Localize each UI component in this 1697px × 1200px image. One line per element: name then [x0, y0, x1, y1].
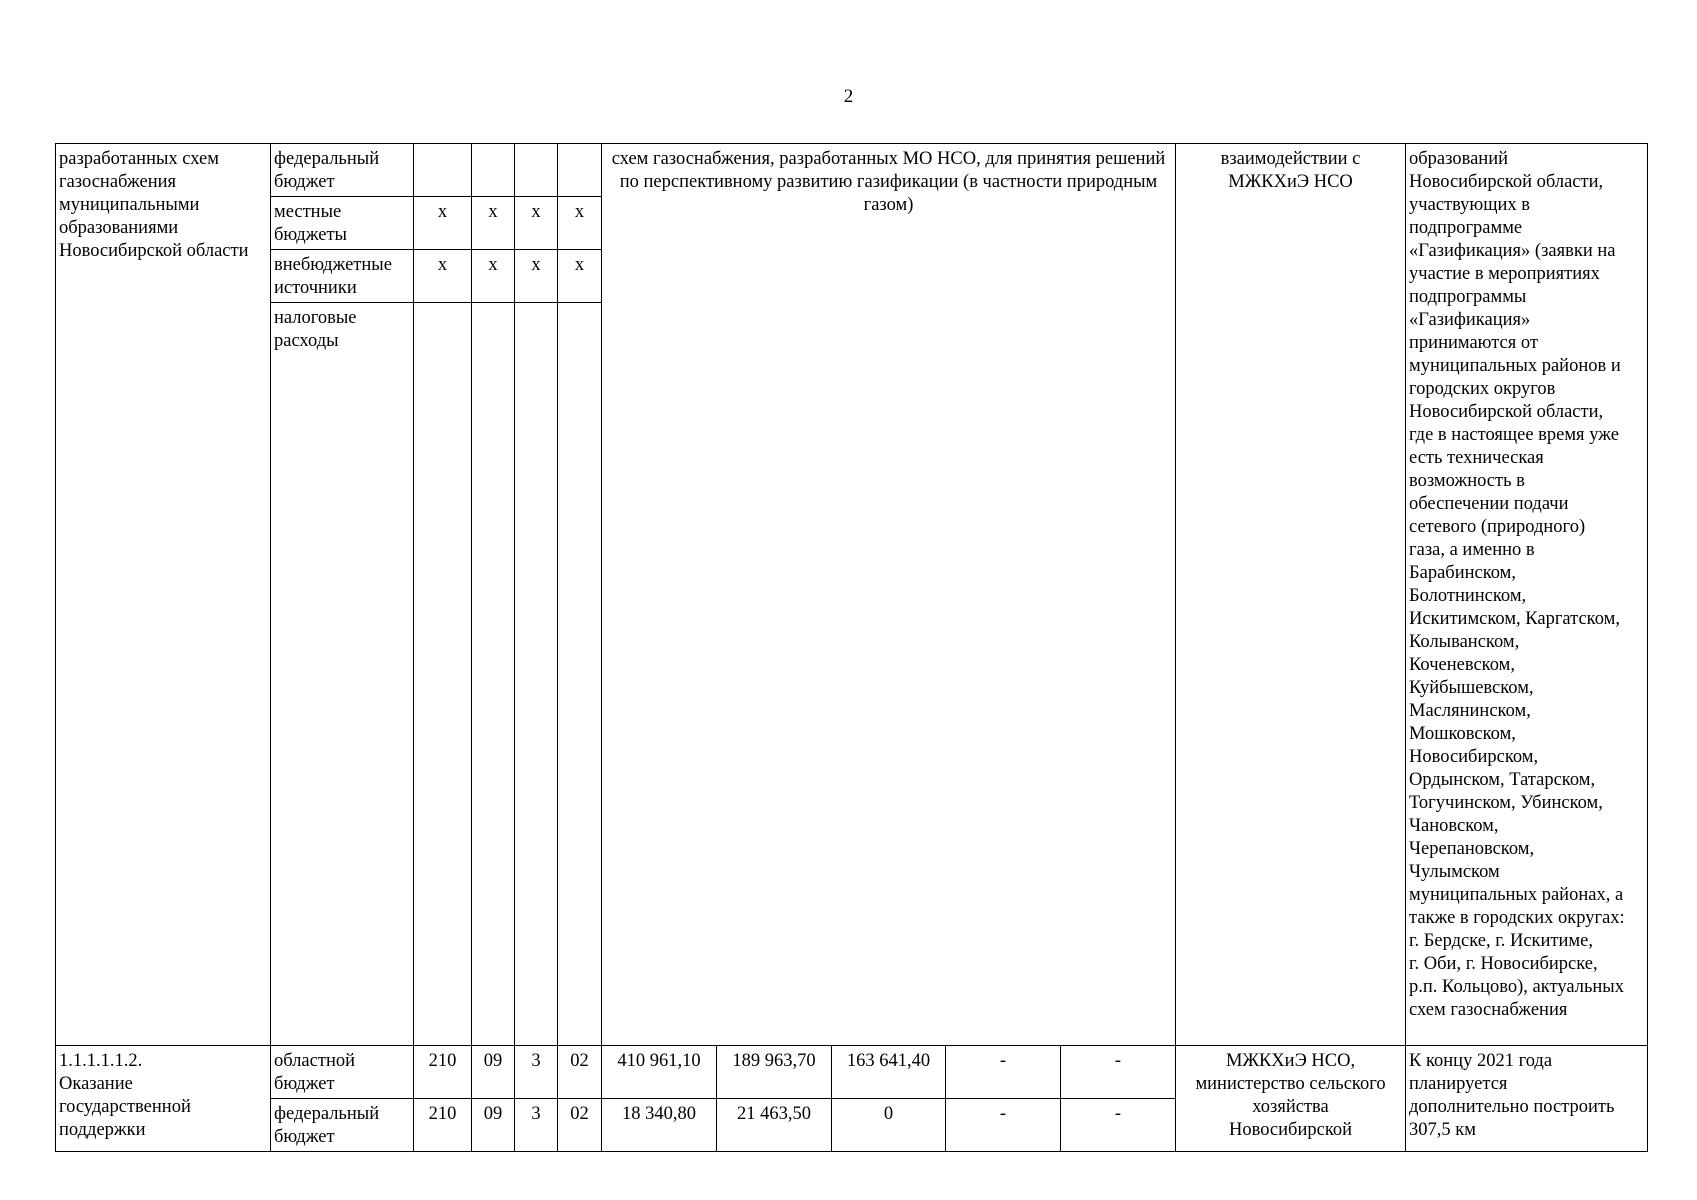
- cs-cell: 02: [558, 1099, 602, 1152]
- funding-source-cell: внебюджетные источники: [271, 250, 414, 303]
- rz-cell: х: [472, 197, 515, 250]
- expected-result-cell: образований Новосибирской области, участвующих в подпрограмме «Газификация» (заявки на участие в мероприятиях подпрограммы «Газификация» принимаются от муниципальных районов и городских округов Новосибирской области, где в настоящее время уже есть техническая возможность в обеспечении подачи сетевого (природного) газа, а именно в Барабинском, Болотнинском, Искитимском, Каргатском, Колыванском, Коченевском, Куйбышевском, Маслянинском, Мошковском, Новосибирском, Ордынском, Татарском, Тогучинском, Убинском, Чановском, Черепановском, Чулымском муниципальных районах, а также в городских округах: г. Бердске, г. Искитиме, г. Оби, г. Новосибирске, р.п. Кольцово), актуальных схем газоснабжения: [1406, 144, 1648, 1046]
- table-row: [56, 1046, 1648, 1099]
- page-number: 2: [843, 86, 854, 107]
- amount-cell: -: [1061, 1099, 1176, 1152]
- grbs-cell: 210: [414, 1046, 472, 1099]
- amount-cell: 21 463,50: [717, 1099, 832, 1152]
- funding-source-cell: местные бюджеты: [271, 197, 414, 250]
- rz-cell: [472, 144, 515, 197]
- rz-cell: 09: [472, 1046, 515, 1099]
- amount-cell: 0: [832, 1099, 946, 1152]
- pr-cell: х: [515, 197, 558, 250]
- amount-cell: -: [1061, 1046, 1176, 1099]
- amount-cell: 18 340,80: [602, 1099, 717, 1152]
- amount-cell: 410 961,10: [602, 1046, 717, 1099]
- pr-cell: 3: [515, 1046, 558, 1099]
- rz-cell: х: [472, 250, 515, 303]
- grbs-cell: х: [414, 197, 472, 250]
- pr-cell: [515, 144, 558, 197]
- amount-cell: -: [946, 1099, 1061, 1152]
- rz-cell: [472, 303, 515, 1046]
- grbs-cell: [414, 303, 472, 1046]
- executor-cell: взаимодействии с МЖКХиЭ НСО: [1176, 144, 1406, 1046]
- expected-result-cell: К концу 2021 года планируется дополнительно построить 307,5 км: [1406, 1046, 1648, 1152]
- cs-cell: х: [558, 197, 602, 250]
- grbs-cell: [414, 144, 472, 197]
- pr-cell: 3: [515, 1099, 558, 1152]
- funding-source-cell: областной бюджет: [271, 1046, 414, 1099]
- grbs-cell: х: [414, 250, 472, 303]
- rz-cell: 09: [472, 1099, 515, 1152]
- program-table: [55, 143, 1648, 1152]
- funding-source-cell: налоговые расходы: [271, 303, 414, 1046]
- pr-cell: х: [515, 250, 558, 303]
- table-row: [56, 144, 1648, 197]
- grbs-cell: 210: [414, 1099, 472, 1152]
- activity-name-cell: 1.1.1.1.1.2. Оказание государственной поддержки: [56, 1046, 271, 1152]
- merged-description-cell: схем газоснабжения, разработанных МО НСО, для принятия решений по перспективному развитию газификации (в частности природным газом): [602, 144, 1176, 1046]
- amount-cell: 189 963,70: [717, 1046, 832, 1099]
- pr-cell: [515, 303, 558, 1046]
- cs-cell: [558, 144, 602, 197]
- funding-source-cell: федеральный бюджет: [271, 144, 414, 197]
- executor-cell: МЖКХиЭ НСО, министерство сельского хозяйства Новосибирской: [1176, 1046, 1406, 1152]
- amount-cell: 163 641,40: [832, 1046, 946, 1099]
- cs-cell: 02: [558, 1046, 602, 1099]
- amount-cell: -: [946, 1046, 1061, 1099]
- cs-cell: х: [558, 250, 602, 303]
- activity-name-cell: разработанных схем газоснабжения муниципальными образованиями Новосибирской области: [56, 144, 271, 1046]
- cs-cell: [558, 303, 602, 1046]
- funding-source-cell: федеральный бюджет: [271, 1099, 414, 1152]
